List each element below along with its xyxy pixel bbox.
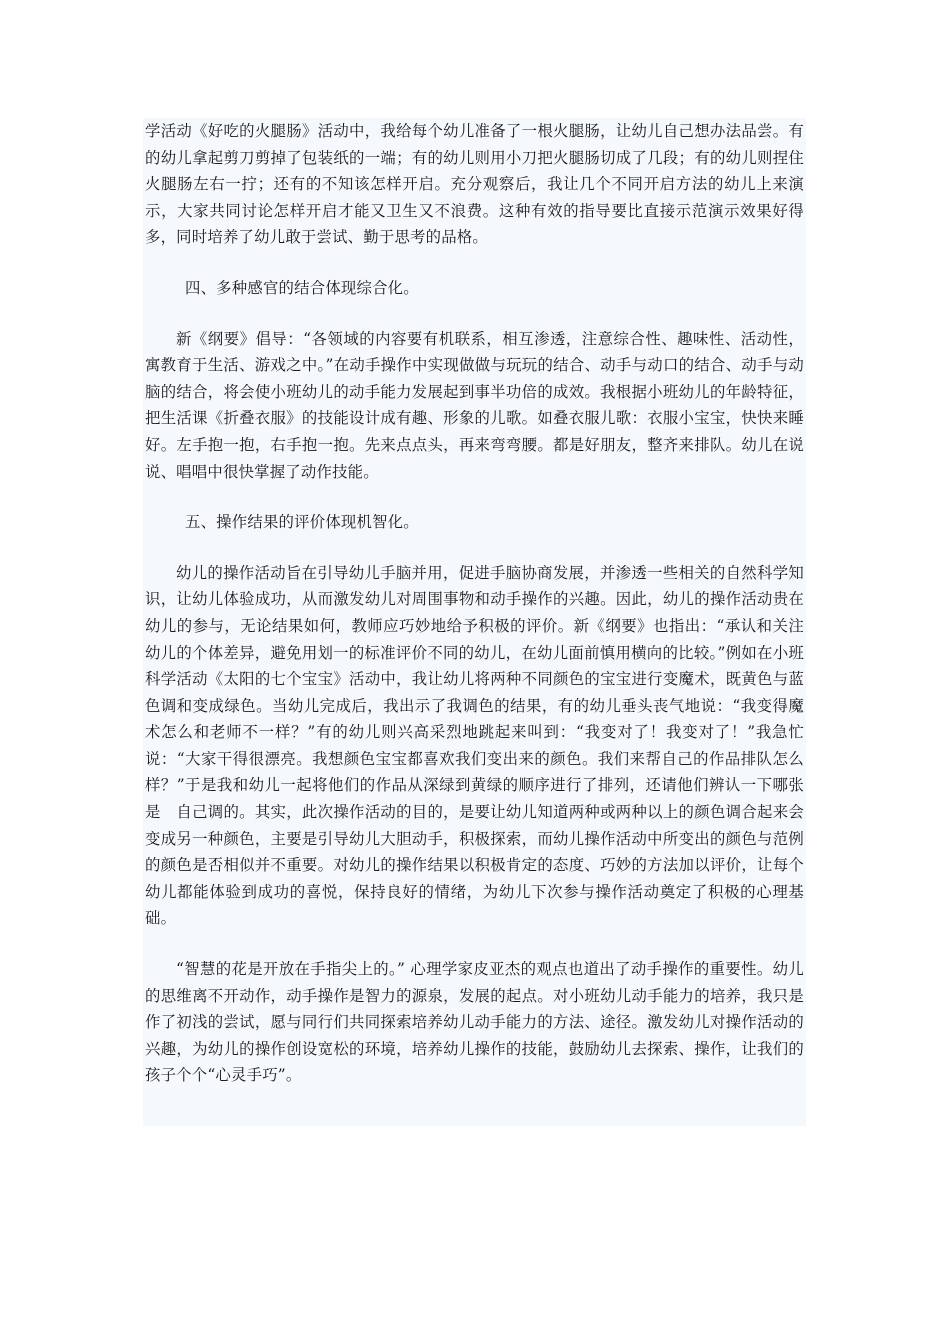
paragraph-gap (145, 485, 804, 509)
section-heading-5: 五、操作结果的评价体现机智化。 (185, 513, 419, 532)
paragraph-gap (145, 251, 804, 275)
paragraph-evaluation: 幼儿的操作活动旨在引导幼儿手脑并用，促进手脑协商发展，并渗透一些相关的自然科学知识，让幼儿体验成功，从而激发幼儿对周围事物和动手操作的兴趣。因此，幼儿的操作活动贵在幼儿的参与，无论结果如何，教师应巧妙地给予积极的评价。新《纲要》也指出：“承认和关注幼儿的个体差异，避免用划一的标准评价不同的幼儿，在幼儿面前慎用横向的比较。”例如在小班科学活动《太阳的七个宝宝》活动中，我让幼儿将两种不同颜色的宝宝进行变魔术，既黄色与蓝色调和变成绿色。当幼儿完成后，我出示了我调色的结果，有的幼儿垂头丧气地说：“我变得魔术怎么和老师不一样？”有的幼儿则兴高采烈地跳起来叫到：“我变对了！我变对了！”我急忙说：“大家干得很漂亮。我想颜色宝宝都喜欢我们变出来的颜色。我们来帮自己的作品排队怎么样？”于是我和幼儿一起将他们的作品从深绿到黄绿的顺序进行了排列，还请他们辨认一下哪张是 自己调的。其实，此次操作活动的目的，是要让幼儿知道两种或两种以上的颜色调合起来会变成另一种颜色，主要是引导幼儿大胆动手，积极探索，而幼儿操作活动中所变出的颜色与范例的颜色是否相似并不重要。对幼儿的操作结果以积极肯定的态度、巧妙的方法加以评价，让每个幼儿都能体验到成功的喜悦，保持良好的情绪，为幼儿下次参与操作活动奠定了积极的心理基础。 (145, 563, 804, 928)
paragraph-gap (145, 932, 804, 956)
paragraph-conclusion: “智慧的花是开放在手指尖上的。” 心理学家皮亚杰的观点也道出了动手操作的重要性。幼儿的思维离不开动作，动手操作是智力的源泉，发展的起点。对小班幼儿动手能力的培养，我只是作了初浅的尝试，愿与同行们共同探索培养幼儿动手能力的方法、途径。激发幼儿对操作活动的兴趣，为幼儿的操作创设宽松的环境，培养幼儿操作的技能，鼓励幼儿去探索、操作，让我们的孩子个个“心灵手巧”。 (145, 960, 804, 1085)
paragraph-gap (145, 302, 804, 326)
paragraph-gap (145, 536, 804, 560)
paragraph-multi-sensory: 新《纲要》倡导：“各领域的内容要有机联系，相互渗透，注意综合性、趣味性、活动性，寓教育于生活、游戏之中。”在动手操作中实现做做与玩玩的结合、动手与动口的结合、动手与动脑的结合，将会使小班幼儿的动手能力发展起到事半功倍的成效。我根据小班幼儿的年龄特征，把生活课《折叠衣服》的技能设计成有趣、形象的儿歌。如叠衣服儿歌：衣服小宝宝，快快来睡好。左手抱一抱，右手抱一抱。先来点点头，再来弯弯腰。都是好朋友，整齐来排队。幼儿在说说、唱唱中很快掌握了动作技能。 (145, 329, 804, 481)
document-text-block (143, 118, 806, 1126)
paragraph-activity-ham-sausage: 学活动《好吃的火腿肠》活动中，我给每个幼儿准备了一根火腿肠，让幼儿自己想办法品尝。有的幼儿拿起剪刀剪掉了包装纸的一端；有的幼儿则用小刀把火腿肠切成了几段；有的幼儿则捏住火腿肠左右一拧；还有的不知该怎样开启。充分观察后，我让几个不同开启方法的幼儿上来演示，大家共同讨论怎样开启才能又卫生又不浪费。这种有效的指导要比直接示范演示效果好得多，同时培养了幼儿敢于尝试、勤于思考的品格。 (145, 122, 804, 247)
section-heading-4: 四、多种感官的结合体现综合化。 (185, 278, 419, 297)
